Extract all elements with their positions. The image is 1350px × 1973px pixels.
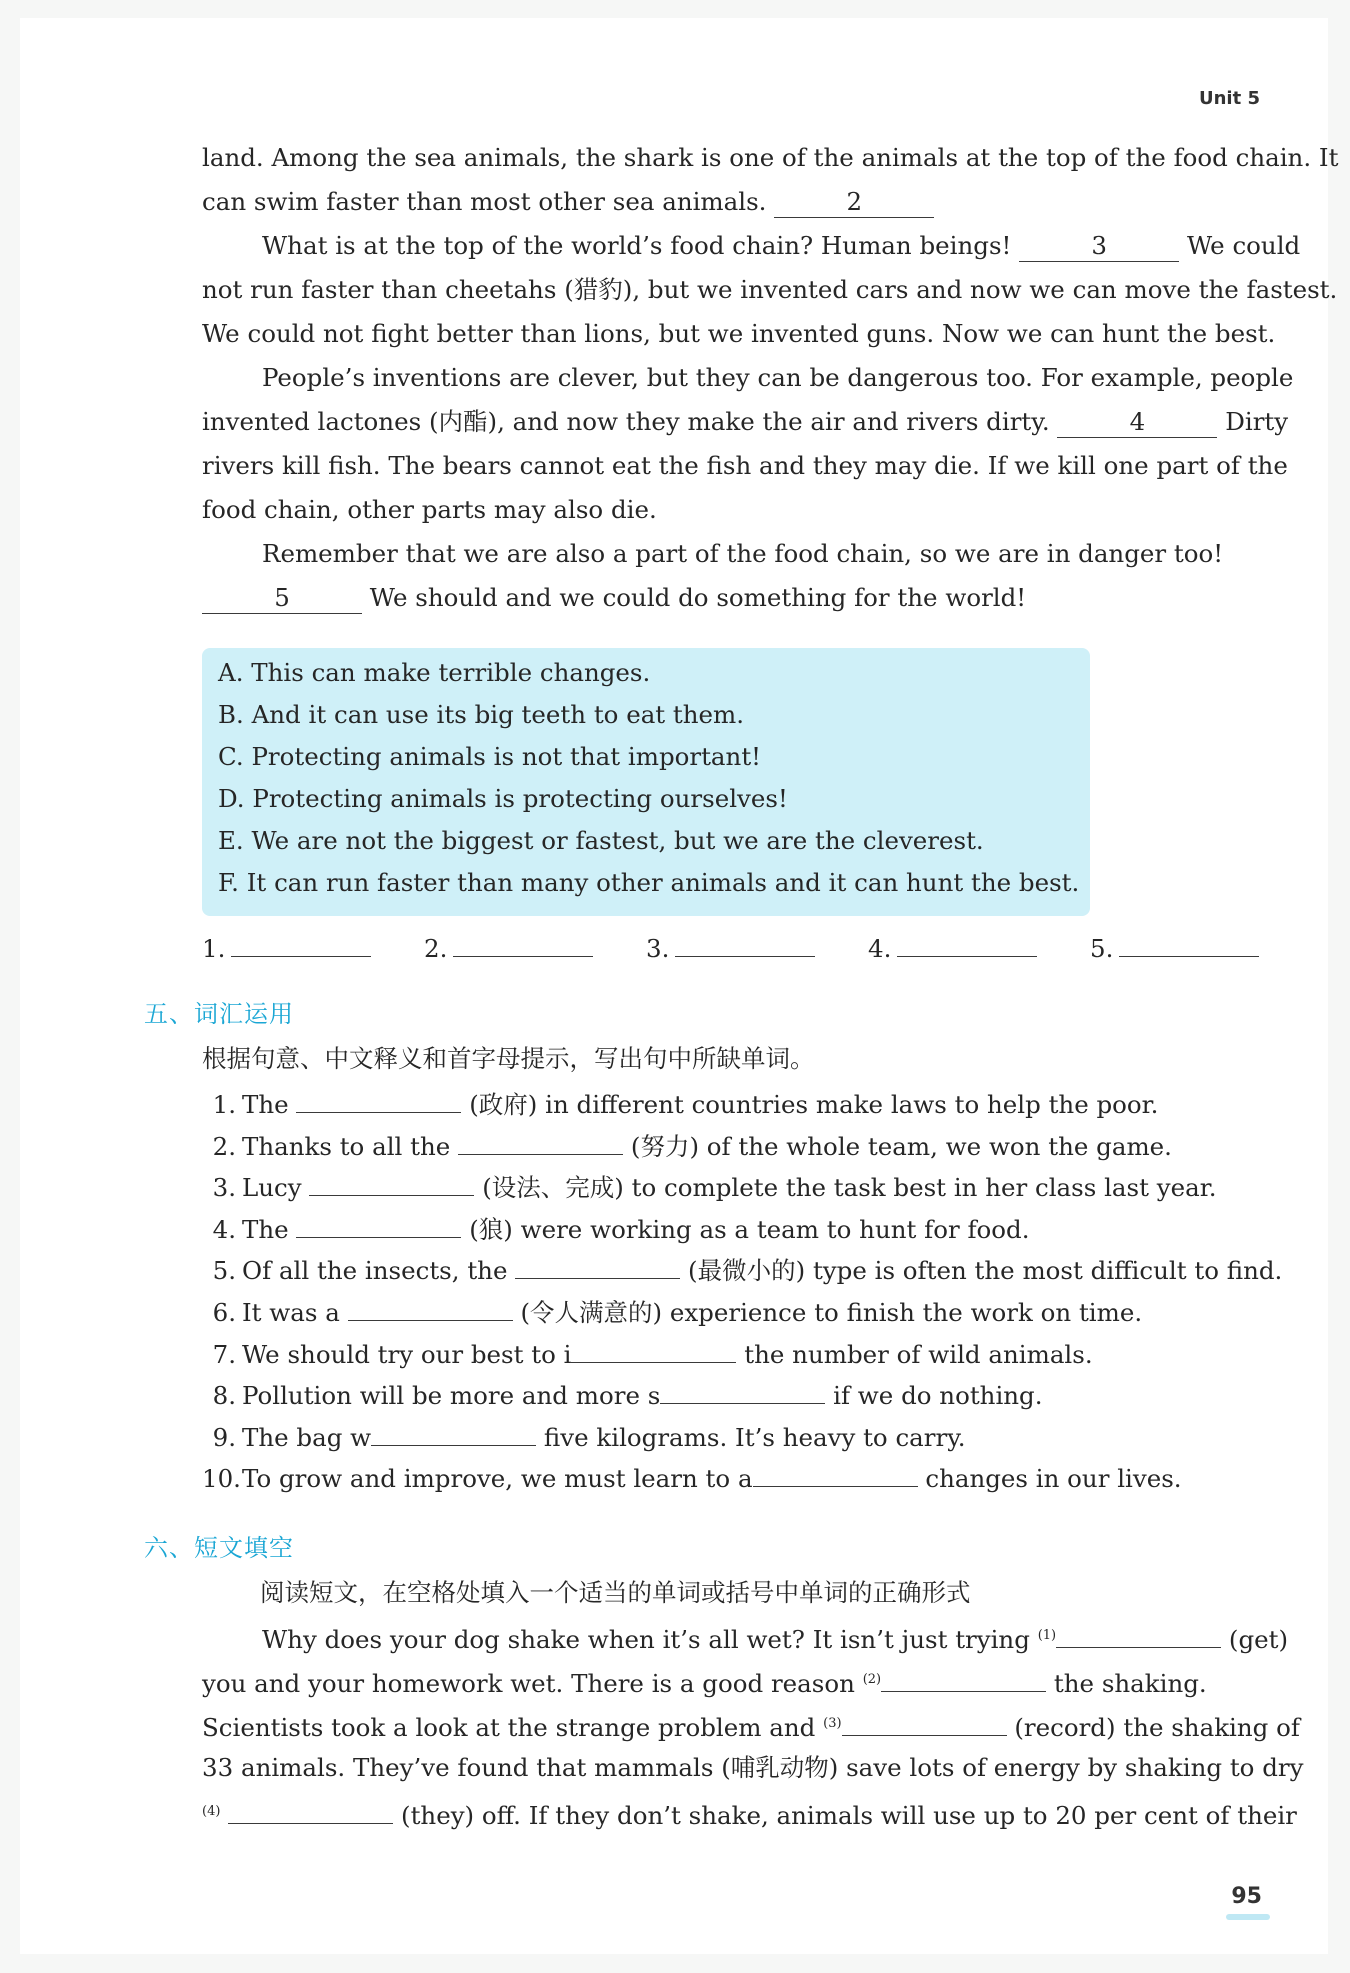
passage-line: People’s inventions are clever, but they can be dangerous too. For example, people	[262, 363, 1294, 392]
vocab-blank[interactable]	[571, 1362, 736, 1363]
answer-item: 1.	[202, 934, 371, 963]
reading-passage	[202, 136, 1339, 620]
option-d: D. Protecting animals is protecting ourselves!	[218, 784, 788, 813]
option-e: E. We are not the biggest or fastest, but we are the cleverest.	[218, 826, 984, 855]
page-number-underline	[1226, 1914, 1270, 1920]
passage-line: Remember that we are also a part of the food chain, so we are in danger too!	[262, 539, 1224, 568]
passage-line: land. Among the sea animals, the shark is one of the animals at the top of the food chain. It	[202, 143, 1339, 172]
passage-line: can swim faster than most other sea animals. 2	[202, 180, 1272, 224]
option-b: B. And it can use its big teeth to eat them.	[218, 700, 745, 729]
answer-item: 3.	[646, 934, 815, 963]
answer-blank[interactable]	[231, 956, 371, 957]
passage-line: 5 We should and we could do something for the world!	[202, 576, 1272, 620]
vocab-item: 2. Thanks to all the (努力) of the whole team, we won the game.	[212, 1131, 1172, 1161]
vocab-item: 7. We should try our best to i the number of wild animals.	[212, 1339, 1093, 1369]
page	[20, 18, 1339, 1954]
vocab-blank[interactable]	[296, 1237, 461, 1238]
options-box	[202, 648, 1090, 916]
option-c: C. Protecting animals is not that important!	[218, 742, 762, 771]
answer-blank[interactable]	[1119, 956, 1259, 957]
option-a: A. This can make terrible changes.	[218, 658, 651, 687]
vocab-blank[interactable]	[309, 1195, 474, 1196]
answer-blank-3[interactable]: 3	[1019, 231, 1179, 262]
vocab-item: 8. Pollution will be more and more s if we do nothing.	[212, 1381, 1043, 1411]
answer-item: 5.	[1090, 934, 1259, 963]
cloze-blank-1[interactable]	[1056, 1647, 1221, 1648]
passage-line: food chain, other parts may also die.	[202, 495, 657, 524]
option-f: F. It can run faster than many other animals and it can hunt the best.	[218, 868, 1080, 897]
passage-line: rivers kill fish. The bears cannot eat the fish and they may die. If we kill one part of the	[202, 451, 1288, 480]
vocab-blank[interactable]	[515, 1278, 680, 1279]
vocab-blank[interactable]	[458, 1154, 623, 1155]
section-instruction: 阅读短文，在空格处填入一个适当的单词或括号中单词的正确形式	[260, 1578, 971, 1607]
vocabulary-list	[202, 1084, 1283, 1500]
section-title-cloze: 六、短文填空	[144, 1534, 294, 1562]
cloze-blank-2[interactable]	[881, 1691, 1046, 1692]
vocab-blank[interactable]	[371, 1445, 536, 1446]
vocab-item: 9. The bag w five kilograms. It’s heavy to carry.	[212, 1422, 966, 1452]
vocab-item: 3. Lucy (设法、完成) to complete the task best in her class last year.	[212, 1173, 1217, 1203]
passage-line: Why does your dog shake when it’s all wet? It isn’t just trying $^{(1)}$ (get)	[262, 1625, 1289, 1655]
passage-line: not run faster than cheetahs (猎豹), but we invented cars and now we can move the fastest.	[202, 275, 1338, 304]
answer-blank-2[interactable]: 2	[774, 187, 934, 218]
vocab-item: 5. Of all the insects, the (最微小的) type is often the most difficult to find.	[212, 1256, 1283, 1286]
answer-row	[202, 934, 1262, 974]
passage-line: $^{(4)}$ (they) off. If they don’t shake, animals will use up to 20 per cent of their	[202, 1801, 1297, 1831]
vocab-blank[interactable]	[348, 1320, 513, 1321]
vocab-blank[interactable]	[296, 1112, 461, 1113]
vocab-item: 6. It was a (令人满意的) experience to finish the work on time.	[212, 1297, 1143, 1327]
passage-line: 33 animals. They’ve found that mammals (哺乳动物) save lots of energy by shaking to dry	[202, 1753, 1304, 1782]
unit-label: Unit 5	[1199, 88, 1260, 109]
cloze-blank-3[interactable]	[842, 1735, 1007, 1736]
section-instruction: 根据句意、中文释义和首字母提示，写出句中所缺单词。	[202, 1044, 815, 1073]
vocab-blank[interactable]	[660, 1403, 825, 1404]
answer-item: 2.	[424, 934, 593, 963]
cloze-passage	[202, 1614, 1304, 1834]
answer-item: 4.	[868, 934, 1037, 963]
vocab-item: 10.To grow and improve, we must learn to a changes in our lives.	[202, 1464, 1182, 1494]
section-title-vocabulary: 五、词汇运用	[144, 1000, 294, 1028]
answer-blank-5[interactable]: 5	[202, 583, 362, 614]
passage-line: Scientists took a look at the strange problem and $^{(3)}$ (record) the shaking of	[202, 1713, 1300, 1743]
passage-line: invented lactones (内酯), and now they make the air and rivers dirty. 4 Dirty	[202, 407, 1289, 436]
answer-blank[interactable]	[453, 956, 593, 957]
page-number: 95	[1231, 1884, 1262, 1909]
answer-blank[interactable]	[897, 956, 1037, 957]
vocab-item: 4. The (狼) were working as a team to hunt for food.	[212, 1214, 1030, 1244]
vocab-item: 1. The (政府) in different countries make laws to help the poor.	[212, 1090, 1159, 1119]
passage-line: What is at the top of the world’s food chain? Human beings! 3 We could	[262, 231, 1301, 260]
cloze-blank-4[interactable]	[228, 1823, 393, 1824]
passage-line: We could not fight better than lions, but we invented guns. Now we can hunt the best.	[202, 319, 1276, 348]
passage-line: you and your homework wet. There is a good reason $^{(2)}$ the shaking.	[202, 1669, 1207, 1699]
answer-blank[interactable]	[675, 956, 815, 957]
vocab-blank[interactable]	[753, 1486, 918, 1487]
answer-blank-4[interactable]: 4	[1057, 407, 1217, 438]
